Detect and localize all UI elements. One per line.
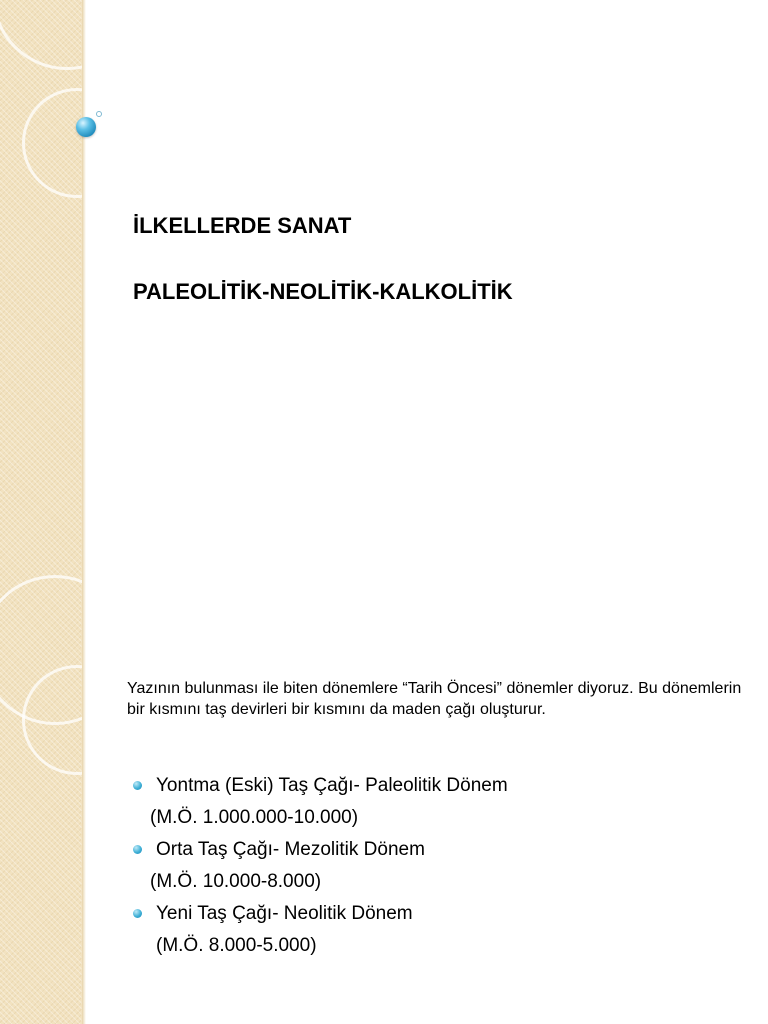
slide-title: İLKELLERDE SANAT (133, 213, 352, 238)
bullet-icon (133, 845, 142, 854)
period-range: (M.Ö. 8.000-5.000) (156, 935, 317, 956)
period-name: Orta Taş Çağı- Mezolitik Dönem (156, 839, 425, 860)
decorative-side-strip (0, 0, 84, 1024)
ornament-ball-icon (76, 117, 96, 137)
period-name-container (130, 898, 730, 930)
period-name: Yeni Taş Çağı- Neolitik Dönem (156, 903, 413, 924)
bullet-icon (133, 909, 142, 918)
slide-subtitle: PALEOLİTİK-NEOLİTİK-KALKOLİTİK (133, 279, 513, 304)
decorative-ring-icon (0, 0, 84, 70)
list-item (130, 898, 730, 962)
ornament-dot-icon (96, 111, 102, 117)
intro-paragraph: Yazının bulunması ile biten dönemlere “Tarih Öncesi” dönemler diyoruz. Bu dönemlerin bir kısmını taş devirleri bir kısmını da maden çağı oluşturur. (127, 680, 742, 718)
side-strip-edge (82, 0, 86, 1024)
period-name-container (130, 770, 730, 802)
period-name-container (130, 834, 730, 866)
period-name: Yontma (Eski) Taş Çağı- Paleolitik Dönem (156, 775, 508, 796)
decorative-ring-icon (22, 88, 84, 198)
list-item (130, 834, 730, 898)
period-list (130, 770, 730, 962)
period-range: (M.Ö. 10.000-8.000) (150, 871, 322, 892)
list-item (130, 770, 730, 834)
period-range: (M.Ö. 1.000.000-10.000) (150, 807, 359, 828)
bullet-icon (133, 781, 142, 790)
